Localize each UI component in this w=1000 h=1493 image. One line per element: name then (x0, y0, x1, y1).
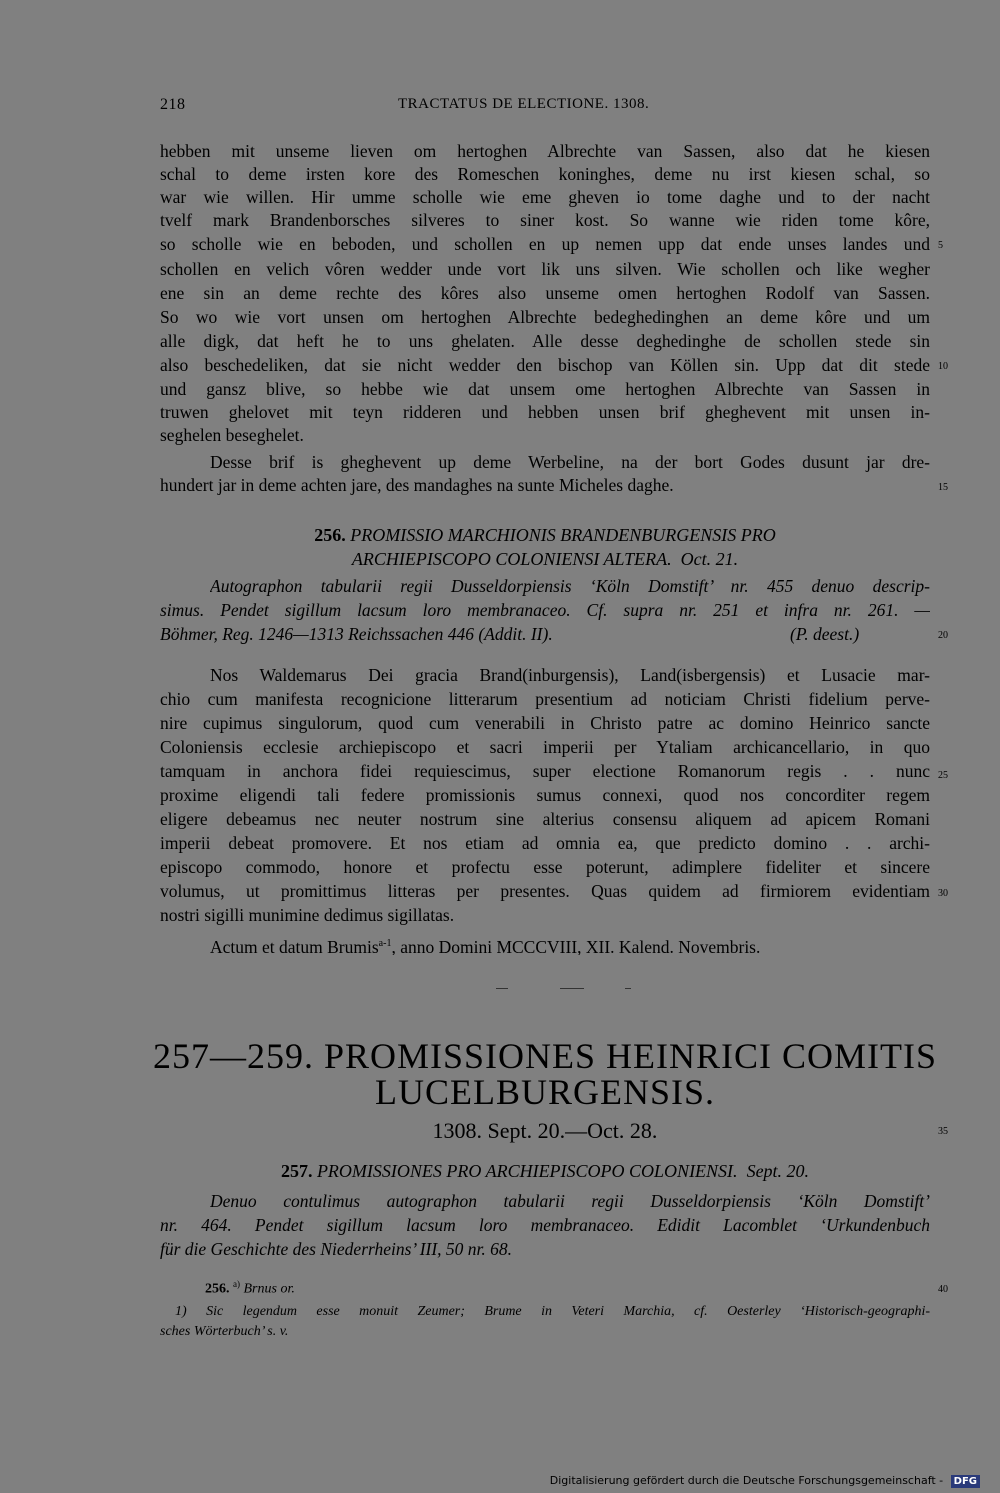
actum-text-after: , anno Domini MCCCVIII, XII. Kalend. Novembris. (391, 936, 761, 955)
doc257-date: Sept. 20. (746, 1161, 810, 1181)
line-number: 35 (938, 1126, 948, 1137)
doc257-source-line: für die Geschichte des Niederrheins’ III, 50 nr. 68. (160, 1239, 513, 1259)
doc256-text-line: nostri sigilli munimine dedimus sigillatas. (160, 905, 455, 925)
doc257-heading (160, 1160, 930, 1184)
footnote-a (205, 1274, 295, 1300)
doc256-text-line: volumus, ut promittimus litteras per presentes. Quas quidem ad firmiorem evidentiam (160, 881, 930, 901)
doc256-source-line: Autographon tabularii regii Dusseldorpiensis ‘Köln Domstift’ nr. 455 denuo descrip- (210, 576, 930, 596)
text-line: hebben mit unseme lieven om hertoghen Albrechte van Sassen, also dat he kiesen (160, 141, 930, 161)
footnote-mark: a-1 (378, 938, 392, 949)
line-number: 10 (938, 361, 948, 372)
actum-text-before: Actum et datum Brumis (210, 936, 379, 955)
line-number: 5 (938, 240, 943, 251)
text-line: so scholle wie en beboden, und schollen en up nemen upp dat ende unses landes und (160, 234, 930, 254)
doc256-heading-line2 (160, 548, 930, 572)
text-line: schollen en velich vôren wedder unde vort lik uns silven. Wie schollen och like wegher (160, 259, 930, 279)
footnote-1-line: 1) Sic legendum esse monuit Zeumer; Brume in Veteri Marchia, cf. Oesterley ‘Historisch-geographi- (175, 1304, 930, 1319)
page-number: 218 (160, 96, 186, 113)
doc256-title-line2: ARCHIEPISCOPO COLONIENSI ALTERA. (351, 549, 672, 569)
doc257-title: PROMISSIONES PRO ARCHIEPISCOPO COLONIENSI. (316, 1161, 738, 1181)
date-line: Desse brif is gheghevent up deme Werbeline, na der bort Godes dusunt jar dre- (210, 452, 930, 472)
text-line: ene sin an deme rechte des kôres also unseme omen hertoghen Rodolf van Sassen. (160, 283, 930, 303)
doc256-actum-line (210, 932, 930, 955)
text-line: truwen ghelovet mit teyn ridderen und hebben unsen brif gheghevent mit unsen in- (160, 402, 930, 422)
doc256-text-line: imperii debeat promovere. Et nos etiam ad omnia ea, que predicto domino . . archi- (160, 833, 930, 853)
running-head (160, 96, 930, 120)
doc256-number: 256. (314, 525, 346, 545)
text-line: tvelf mark Brandenborsches silveres to siner kost. So wanne wie riden tome kôre, (160, 210, 930, 230)
section-title-line2: LUCELBURGENSIS. (374, 1072, 716, 1112)
doc256-title-line1: PROMISSIO MARCHIONIS BRANDENBURGENSIS PRO (350, 525, 776, 545)
doc257-number: 257. (280, 1161, 313, 1181)
date-line: hundert jar in deme achten jare, des mandaghes na sunte Micheles daghe. (160, 475, 674, 495)
doc256-text-line: chio cum manifesta recognicione litterarum presentium ad noticiam Christi fidelium perve- (160, 689, 930, 709)
line-number: 30 (938, 888, 948, 899)
doc256-text-line: tamquam in anchora fidei requiescimus, super electione Romanorum regis . . nunc (160, 761, 930, 781)
text-line: also beschedeliken, dat sie nicht wedder den bischop van Köllen sin. Upp dat dit stede (160, 355, 930, 375)
doc256-text-line: Nos Waldemarus Dei gracia Brand(inburgensis), Land(isbergensis) et Lusacie mar- (210, 665, 930, 685)
doc257-source-line: nr. 464. Pendet sigillum lacsum loro membranaceo. Edidit Lacomblet ‘Urkundenbuch (160, 1215, 930, 1235)
footnote-a-mark: a) (233, 1279, 240, 1289)
footnote-a-ref: 256. (205, 1281, 230, 1297)
text-line: So wo wie vort unsen om hertoghen Albrechte bedeghedinghen an deme kôre und um (160, 307, 930, 327)
section-title-line1: 257—259. PROMISSIONES HEINRICI COMITIS (152, 1036, 938, 1076)
separator (560, 988, 584, 989)
doc256-text-line: Coloniensis ecclesie archiepiscopo et sacri imperii per Ytaliam archicancellario, in quo (160, 737, 930, 757)
doc256-source-line: Böhmer, Reg. 1246—1313 Reichssachen 446 (Addit. II). (160, 624, 553, 644)
doc256-text-line: nire cupimus singulorum, quod cum venerabili in Christo patre ac domino Heinrico sancte (160, 713, 930, 733)
doc256-source-line: simus. Pendet sigillum lacsum loro membranaceo. Cf. supra nr. 251 et infra nr. 261. — (160, 600, 930, 620)
credit-text: Digitalisierung gefördert durch die Deutsche Forschungsgemeinschaft - (549, 1474, 944, 1487)
text-line: seghelen beseghelet. (160, 425, 304, 445)
text-line: und gansz blive, so hebbe wie dat unsem ome hertoghen Albrechte van Sassen in (160, 379, 930, 399)
text-line: alle digk, dat heft he to uns ghelaten. Alle desse deghedinghe de schollen stede sin (160, 331, 930, 351)
section-date: 1308. Sept. 20.—Oct. 28. (432, 1118, 658, 1143)
doc256-date: Oct. 21. (680, 549, 739, 569)
separator (625, 988, 631, 989)
digitization-credit (550, 1474, 980, 1488)
doc256-text-line: episcopo commodo, honore et profectu esse poterunt, adimplere fideliter et sincere (160, 857, 930, 877)
text-line: schal to deme irsten kore des Romeschen koninghes, deme nu irst kiesen schal, so (160, 164, 930, 184)
dfg-logo-icon: DFG (951, 1475, 980, 1488)
footnote-a-text: Brnus or. (243, 1281, 295, 1297)
footnote-1-line: sches Wörterbuch’ s. v. (160, 1324, 289, 1339)
line-number: 15 (938, 482, 948, 493)
line-number: 40 (938, 1284, 948, 1295)
running-title: TRACTATUS DE ELECTIONE. 1308. (398, 96, 650, 112)
separator (496, 988, 508, 989)
line-number: 20 (938, 630, 948, 641)
doc256-text-line: eligere debeamus nec neuter nostrum sine alterius consensu aliquem ad apicem Romani (160, 809, 930, 829)
doc256-pertz-note: (P. deest.) (790, 624, 860, 644)
doc256-heading-line1 (160, 524, 930, 548)
doc257-source-line: Denuo contulimus autographon tabularii regii Dusseldorpiensis ‘Köln Domstift’ (210, 1191, 930, 1211)
text-line: war wie willen. Hir umme scholle wie eme gheven io tome daghe und to der nacht (160, 187, 930, 207)
line-number: 25 (938, 770, 948, 781)
doc256-text-line: proxime eligendi tali federe promissionis sumus connexi, quod nos concorditer regem (160, 785, 930, 805)
